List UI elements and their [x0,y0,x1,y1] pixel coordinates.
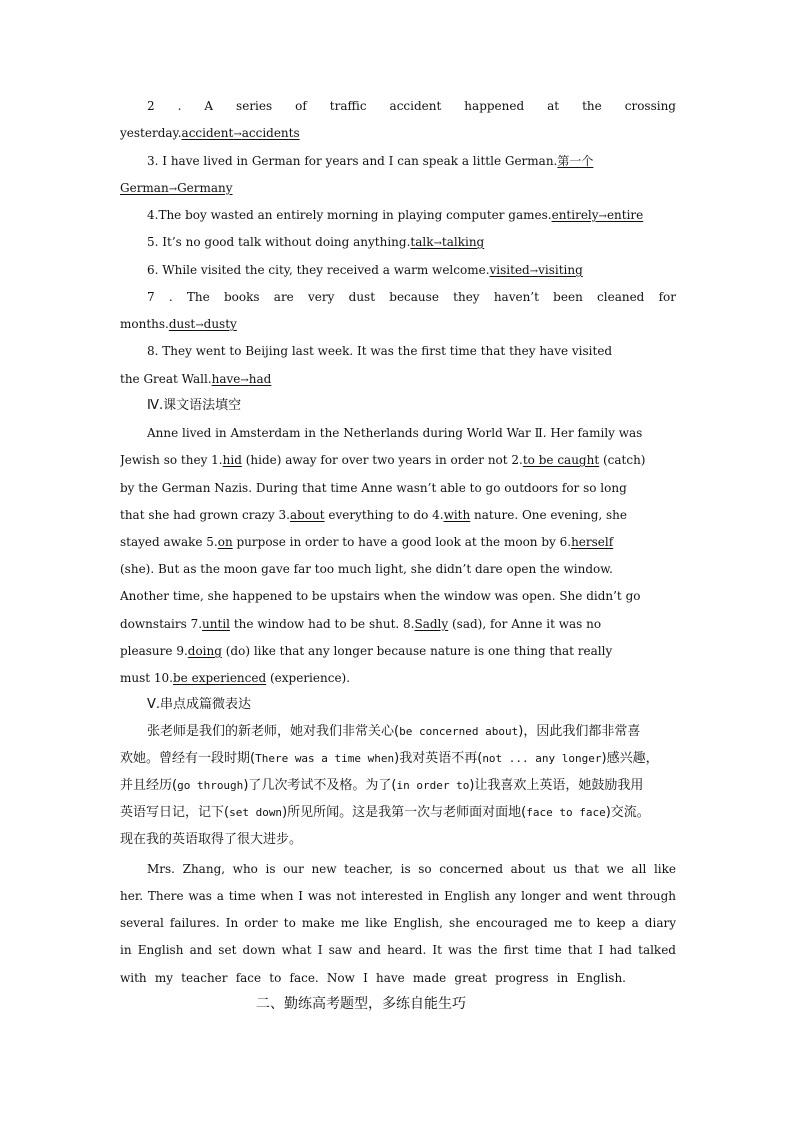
text-segment: (do) like that any longer because nature is one thing that really [221,644,613,658]
text-segment: (catch) [599,453,646,467]
text-segment: downstairs 7. [120,617,203,631]
item-5-right-word: talking [441,235,485,249]
item-2-line-2 [120,125,676,143]
item-6-right-word: visiting [538,263,583,277]
item-4 [147,207,676,225]
chinese-line-4 [120,804,690,822]
answer-9: doing [187,644,222,658]
section-4-line-9 [120,643,676,659]
item-4-wrong-word: entirely [551,208,599,222]
section-4-line-10 [120,670,676,686]
text-segment: )让我喜欢上英语，她鼓励我用 [469,778,644,793]
english-line-4: in English and set down what I saw and heard. It was the first time that I had talked [120,943,676,957]
text-segment: stayed awake 5. [120,535,218,549]
text-segment: )所见所闻。这是我第一次与老师面对面地( [282,805,527,820]
english-line-5: with my teacher face to face. Now I have made great progress in English. [120,971,626,985]
text-segment: (hide) away for over two years in order not 2. [241,453,523,467]
text-segment: )交流。 [605,805,650,820]
phrase-hint: not ... any longer [482,752,602,765]
section-4-line-1: Anne lived in Amsterdam in the Netherlands during World War Ⅱ. Her family was [147,426,643,440]
chinese-line-2 [120,750,690,768]
section-title: 二、勤练高考题型，多练自能生巧 [256,996,466,1012]
text-segment: 英语写日记，记下( [120,805,230,820]
text-segment: nature. One evening, she [470,508,628,522]
item-8-wrong-word: have [211,372,241,386]
item-2-line-1: 2 . A series of traffic accident happened at the crossing [147,99,676,113]
item-5-correction [410,235,484,249]
arrow-icon: → [598,211,607,222]
item-6 [147,262,676,280]
answer-7: until [202,617,231,631]
arrow-icon: → [529,266,539,277]
text-segment: 张老师是我们的新老师，她对我们非常关心( [147,724,400,739]
phrase-hint: be concerned about [399,725,519,738]
text-segment: Jewish so they 1. [120,453,223,467]
item-5-text: 5. It’s no good talk without doing anything. [147,235,411,249]
answer-10: be experienced [173,671,267,685]
item-5 [147,234,676,252]
section-4-line-3: by the German Nazis. During that time Anne wasn’t able to go outdoors for so long [120,481,627,495]
text-segment: everything to do 4. [324,508,444,522]
answer-6: herself [571,535,614,549]
arrow-icon: → [195,320,204,331]
item-7-line-2 [120,316,676,334]
answer-5: on [217,535,233,549]
text-segment: the window had to be shut. 8. [230,617,415,631]
phrase-hint: face to face [526,806,606,819]
item-2-wrong-word: accident [181,126,234,140]
text-segment: )，因此我们都非常喜 [518,724,641,739]
item-2-right-word: accidents [241,126,300,140]
text-segment: pleasure 9. [120,644,188,658]
item-8-line-2 [120,371,676,389]
arrow-icon: → [433,238,442,249]
section-4-heading: Ⅳ.课文语法填空 [147,398,242,413]
item-8-right-word: had [248,372,272,386]
item-2-correction [182,126,300,140]
item-3-line-1 [147,153,676,169]
arrow-icon: → [233,129,242,140]
arrow-icon: → [240,375,249,386]
phrase-hint: There was a time when [255,752,395,765]
item-4-text: 4.The boy wasted an entirely morning in playing computer games. [147,208,552,222]
item-3-line-2 [120,180,676,198]
item-7-text: months. [120,317,169,331]
item-7-wrong-word: dust [168,317,196,331]
item-6-text: 6. While visited the city, they received a warm welcome. [147,263,490,277]
section-4-line-7: Another time, she happened to be upstairs when the window was open. She didn’t go [120,589,641,603]
phrase-hint: go through [177,779,244,792]
item-7-right-word: dusty [203,317,237,331]
text-segment: )感兴趣， [601,751,659,766]
arrow-icon: → [168,184,178,195]
item-8-correction [212,372,272,386]
item-3-wrong-word: German [120,181,169,195]
item-6-correction [490,263,583,277]
text-segment: (experience). [266,671,351,685]
item-3-note: 第一个 [557,154,594,168]
answer-4: with [443,508,471,522]
text-segment: 并且经历( [120,778,178,793]
phrase-hint: set down [229,806,283,819]
chinese-line-5: 现在我的英语取得了很大进步。 [120,832,303,847]
text-segment: (sad), for Anne it was no [448,617,602,631]
section-4-line-6: (she). But as the moon gave far too much light, she didn’t dare open the window. [120,562,613,576]
item-7-line-1: 7 . The books are very dust because they haven’t been cleaned for [147,290,676,304]
text-segment: 欢她。曾经有一段时期( [120,751,256,766]
item-2-text: yesterday. [120,126,182,140]
text-segment: )我对英语不再( [394,751,483,766]
item-8-text: the Great Wall. [120,372,212,386]
text-segment: purpose in order to have a good look at the moon by 6. [232,535,572,549]
section-4-line-8 [120,616,676,632]
item-6-wrong-word: visited [489,263,530,277]
answer-8: Sadly [414,617,449,631]
english-line-1: Mrs. Zhang, who is our new teacher, is so concerned about us that we all like [147,862,676,876]
chinese-line-1 [147,723,690,741]
text-segment: must 10. [120,671,173,685]
item-8-line-1: 8. They went to Beijing last week. It was the first time that they have visited [147,344,613,358]
item-3-correction [120,181,233,195]
section-4-line-4 [120,507,676,523]
section-4-line-2 [120,452,676,468]
item-4-right-word: entire [606,208,644,222]
answer-3: about [289,508,325,522]
item-4-correction [552,208,644,222]
section-4-line-5 [120,534,676,550]
text-segment: )了几次考试不及格。为了( [243,778,397,793]
english-line-3: several failures. In order to make me like English, she encouraged me to keep a diary [120,916,676,930]
item-5-wrong-word: talk [410,235,434,249]
text-segment: that she had grown crazy 3. [120,508,290,522]
item-7-correction [169,317,237,331]
item-3-right-word: Germany [177,181,233,195]
english-line-2: her. There was a time when I was not interested in English any longer and went through [120,889,676,903]
phrase-hint: in order to [396,779,470,792]
item-3-text: 3. I have lived in German for years and I can speak a little German. [147,154,558,168]
chinese-line-3 [120,777,690,795]
answer-2: to be caught [522,453,600,467]
section-5-heading: Ⅴ.串点成篇微表达 [147,697,252,712]
answer-1: hid [222,453,242,467]
